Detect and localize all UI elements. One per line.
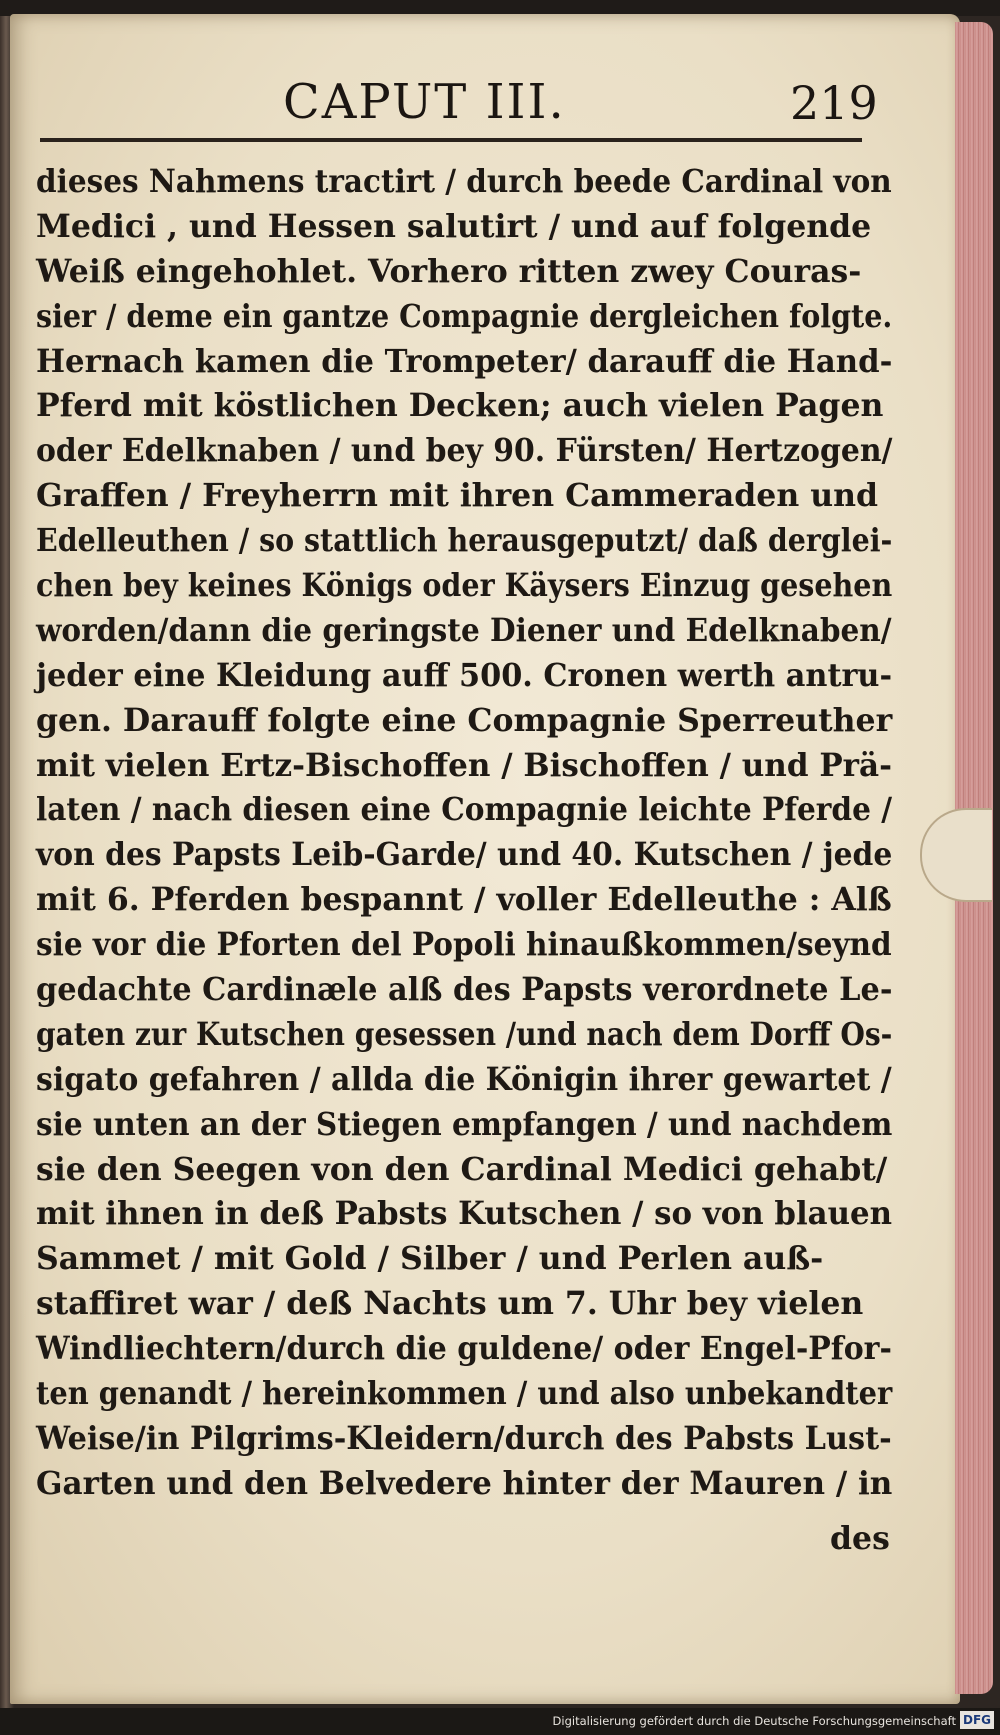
text-line: worden/dann die geringste Diener und Edelknaben/ [36, 611, 892, 649]
catchword: des [830, 1520, 890, 1557]
text-line: mit 6. Pferden bespannt / voller Edelleuthe : Alß [36, 881, 892, 919]
text-line: mit ihnen in deß Pabsts Kutschen / so von blauen [36, 1195, 893, 1233]
digitization-credit: Digitalisierung gefördert durch die Deutsche Forschungsgemeinschaft [552, 1714, 956, 1728]
text-line: jeder eine Kleidung auff 500. Cronen werth antru- [36, 656, 893, 694]
body-text [36, 160, 892, 1507]
text-line: Garten und den Belvedere hinter der Mauren / in [36, 1464, 893, 1502]
text-line: sier / deme ein gantze Compagnie dergleichen folgte. [36, 297, 893, 335]
dfg-logo: DFG [960, 1711, 994, 1729]
text-line: sie den Seegen von den Cardinal Medici gehabt/ [36, 1150, 888, 1188]
text-line: Medici , und Hessen salutirt / und auf folgende [36, 207, 872, 245]
text-line: Edelleuthen / so stattlich herausgeputzt/ daß derglei- [36, 522, 893, 560]
text-line: gen. Darauff folgte eine Compagnie Sperreuther [36, 701, 893, 739]
text-line: mit vielen Ertz-Bischoffen / Bischoffen / und Prä- [36, 746, 892, 784]
header-rule [40, 138, 862, 142]
text-line: sigato gefahren / allda die Königin ihrer gewartet / [36, 1060, 892, 1098]
text-line: Weiß eingehohlet. Vorhero ritten zwey Couras- [36, 252, 862, 290]
text-line: Graffen / Freyherrn mit ihren Cammeraden und [36, 477, 879, 515]
text-line: von des Papsts Leib-Garde/ und 40. Kutschen / jede [36, 836, 893, 874]
text-line: sie vor die Pforten del Popoli hinaußkommen/seynd [36, 926, 892, 964]
text-line: gaten zur Kutschen gesessen /und nach dem Dorff Os- [36, 1015, 893, 1053]
page-number: 219 [790, 76, 878, 130]
text-line: gedachte Cardinæle alß des Papsts verordnete Le- [36, 971, 893, 1009]
text-line: ten genandt / hereinkommen / und also unbekandter [36, 1375, 893, 1413]
text-line: Sammet / mit Gold / Silber / und Perlen auß- [36, 1240, 824, 1278]
text-line: staffiret war / deß Nachts um 7. Uhr bey vielen [36, 1285, 864, 1323]
text-line: dieses Nahmens tractirt / durch beede Cardinal von [36, 163, 892, 200]
text-line: Hernach kamen die Trompeter/ darauff die Hand- [36, 342, 893, 380]
text-line: chen bey keines Königs oder Käysers Einzug gesehen [36, 567, 893, 605]
text-line: laten / nach diesen eine Compagnie leichte Pferde / [36, 791, 893, 829]
page-header [40, 66, 880, 136]
text-line: Windliechtern/durch die guldene/ oder Engel-Pfor- [36, 1330, 892, 1368]
running-head: CAPUT III. [283, 74, 566, 130]
text-line: Pferd mit köstlichen Decken; auch vielen Pagen [36, 387, 884, 425]
text-line: Weise/in Pilgrims-Kleidern/durch des Pabsts Lust- [36, 1419, 892, 1457]
text-line: sie unten an der Stiegen empfangen / und nachdem [36, 1105, 893, 1143]
text-line: oder Edelknaben / und bey 90. Fürsten/ Hertzogen/ [36, 432, 893, 470]
